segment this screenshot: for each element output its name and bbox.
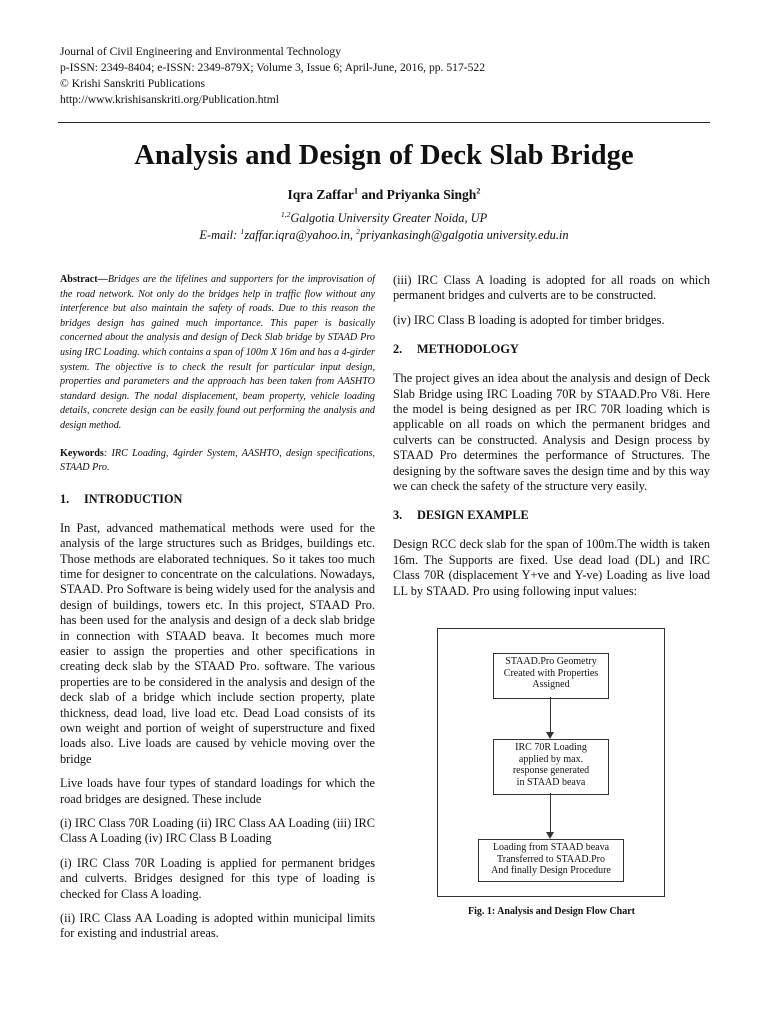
email-2-sup: 2 [356, 226, 360, 236]
loading-class-a-paragraph: (iii) IRC Class A loading is adopted for all roads on which permanent bridges and culverts are to be constructed. [393, 273, 710, 303]
section-title: INTRODUCTION [84, 491, 183, 506]
section-number: 1. [60, 491, 70, 506]
keywords [60, 447, 375, 476]
figure-caption: Fig. 1: Analysis and Design Flow Chart [468, 906, 635, 917]
flow-box-line: IRC 70R Loading [515, 742, 587, 753]
left-column [60, 273, 375, 951]
intro-paragraph-2: Live loads have four types of standard loadings for which the road bridges are designed. These include [60, 776, 375, 806]
author-2: Priyanka Singh [386, 187, 477, 202]
author-line [0, 187, 768, 203]
flow-box-geometry [493, 653, 609, 699]
header-rule [58, 122, 710, 123]
flow-box-line: Loading from STAAD beava [492, 842, 610, 853]
author-2-sup: 2 [476, 186, 481, 196]
email-label: E-mail: [199, 228, 241, 242]
flow-box-line: STAAD.Pro Geometry [505, 656, 597, 667]
journal-header [60, 44, 485, 108]
right-column [393, 273, 710, 608]
email-2[interactable]: priyankasingh@galgotia university.edu.in [359, 228, 569, 242]
email-1[interactable]: zaffar.iqra@yahoo.in, [244, 228, 357, 242]
flow-box-design [478, 839, 624, 882]
email-1-sup: 1 [240, 226, 245, 236]
flow-box-line: Transferred to STAAD.Pro [497, 853, 605, 865]
flow-arrow-line [550, 697, 551, 733]
flow-box-line: response generated [512, 765, 590, 776]
abstract-label: Abstract— [60, 274, 108, 285]
intro-paragraph-3: (i) IRC Class 70R Loading (ii) IRC Class AA Loading (iii) IRC Class A Loading (iv) IRC Class B Loading [60, 816, 375, 846]
methodology-paragraph: The project gives an idea about the analysis and design of Deck Slab Bridge using IRC Loading 70R by STAAD.Pro V8i. Here the model is being designed as per IRC 70R loading which is applicable on all roads on which the permanent bridges and culverts can be constructed. Analysis and Design process by STAAD Pro determines the performance of Structures. The designing by the software saves the design time and by this way we can check the safety of the structure very easily. [393, 371, 710, 494]
intro-paragraph-1: In Past, advanced mathematical methods were used for the analysis of the large structures such as Bridges, buildings etc. Those methods are elaborated techniques. So it takes too much time for designer to concentrate on the calculations. Nowadays, STAAD. Pro Software is being widely used for the analysis and design of buildings, towers etc. In this project, STAAD Pro. has been used for the analysis and design of a deck slab bridge in connection with STAAD beava. It becomes much more easier to assign the properties and other specifications in creating deck slab by the STAAD Pro. software. The various properties are to be considered in the analysis and design of the deck slab of a bridge which include section property, plate thickness, dead load, live load etc. Dead Load consists of its own weight and portion of weight of superstructure and fixed loads also. Live loads are caused by vehicle moving over the bridge [60, 520, 375, 766]
section-number: 3. [393, 508, 403, 523]
abstract-text: Bridges are the lifelines and supporters for the improvisation of the road network. Not only do the bridges help in traffic flow without any interference but also maintain the safety of roads. Due to this reason the bridges design has gained much importance. This paper is basically concerned about the analysis and design of Deck Slab bridge by STAAD Pro using IRC Loading. which contains a span of 100m X 16m and has a 4-girder system. The objective is to check the result for particular input design, properties and parameters and the approach has been taken from AASHTO standard design. The nodal displacement, beam property, vehicle loading details, concrete design can be easily found out performing the analysis and design method. [60, 274, 375, 431]
journal-publisher: © Krishi Sanskriti Publications [60, 77, 206, 90]
section-heading-introduction [60, 492, 375, 507]
journal-name: Journal of Civil Engineering and Environmental Technology [60, 45, 342, 58]
section-heading-methodology [393, 342, 710, 357]
flow-arrow-head [546, 732, 554, 739]
section-number: 2. [393, 342, 403, 357]
flow-arrow-line [550, 793, 551, 833]
section-heading-design-example [393, 508, 710, 523]
flow-arrow-head [546, 832, 554, 839]
intro-paragraph-5: (ii) IRC Class AA Loading is adopted within municipal limits for existing and industrial areas. [60, 911, 375, 941]
paper-title: Analysis and Design of Deck Slab Bridge [134, 140, 634, 171]
flow-chart-figure [437, 628, 665, 897]
flow-box-loading [493, 739, 609, 795]
author-and: and [358, 187, 387, 202]
journal-url[interactable]: http://www.krishisanskriti.org/Publication.html [60, 93, 279, 106]
flow-box-line: And finally Design Procedure [491, 865, 611, 876]
keywords-label: Keywords [60, 447, 104, 459]
loading-class-b-paragraph: (iv) IRC Class B loading is adopted for timber bridges. [393, 312, 665, 327]
flow-box-line: Assigned [532, 679, 570, 690]
affiliation [0, 210, 768, 244]
flow-box-line: Created with Properties [503, 667, 599, 679]
affiliation-sup: 1,2 [280, 209, 291, 219]
section-title: DESIGN EXAMPLE [417, 508, 529, 523]
author-1: Iqra Zaffar [287, 187, 354, 202]
keywords-text: : IRC Loading, 4girder System, AASHTO, design specifications, STAAD Pro. [60, 447, 375, 474]
flow-box-line: applied by max. [518, 753, 584, 765]
flow-box-line: in STAAD beava [516, 776, 586, 788]
author-1-sup: 1 [353, 186, 359, 196]
design-example-paragraph: Design RCC deck slab for the span of 100m.The width is taken 16m. The Supports are fixed. Use dead load (DL) and IRC Class 70R (displacement Y+ve and Y-ve) Loading as live load LL by STAAD. Pro using following input values: [393, 537, 710, 598]
affiliation-institution: Galgotia University Greater Noida, UP [290, 211, 488, 225]
intro-paragraph-4: (i) IRC Class 70R Loading is applied for permanent bridges and culverts. Bridges designed for this type of loading is checked for Class A loading. [60, 855, 375, 901]
section-title: METHODOLOGY [417, 342, 519, 357]
abstract [60, 273, 375, 434]
journal-issn: p-ISSN: 2349-8404; e-ISSN: 2349-879X; Volume 3, Issue 6; April-June, 2016, pp. 517-522 [60, 61, 485, 74]
